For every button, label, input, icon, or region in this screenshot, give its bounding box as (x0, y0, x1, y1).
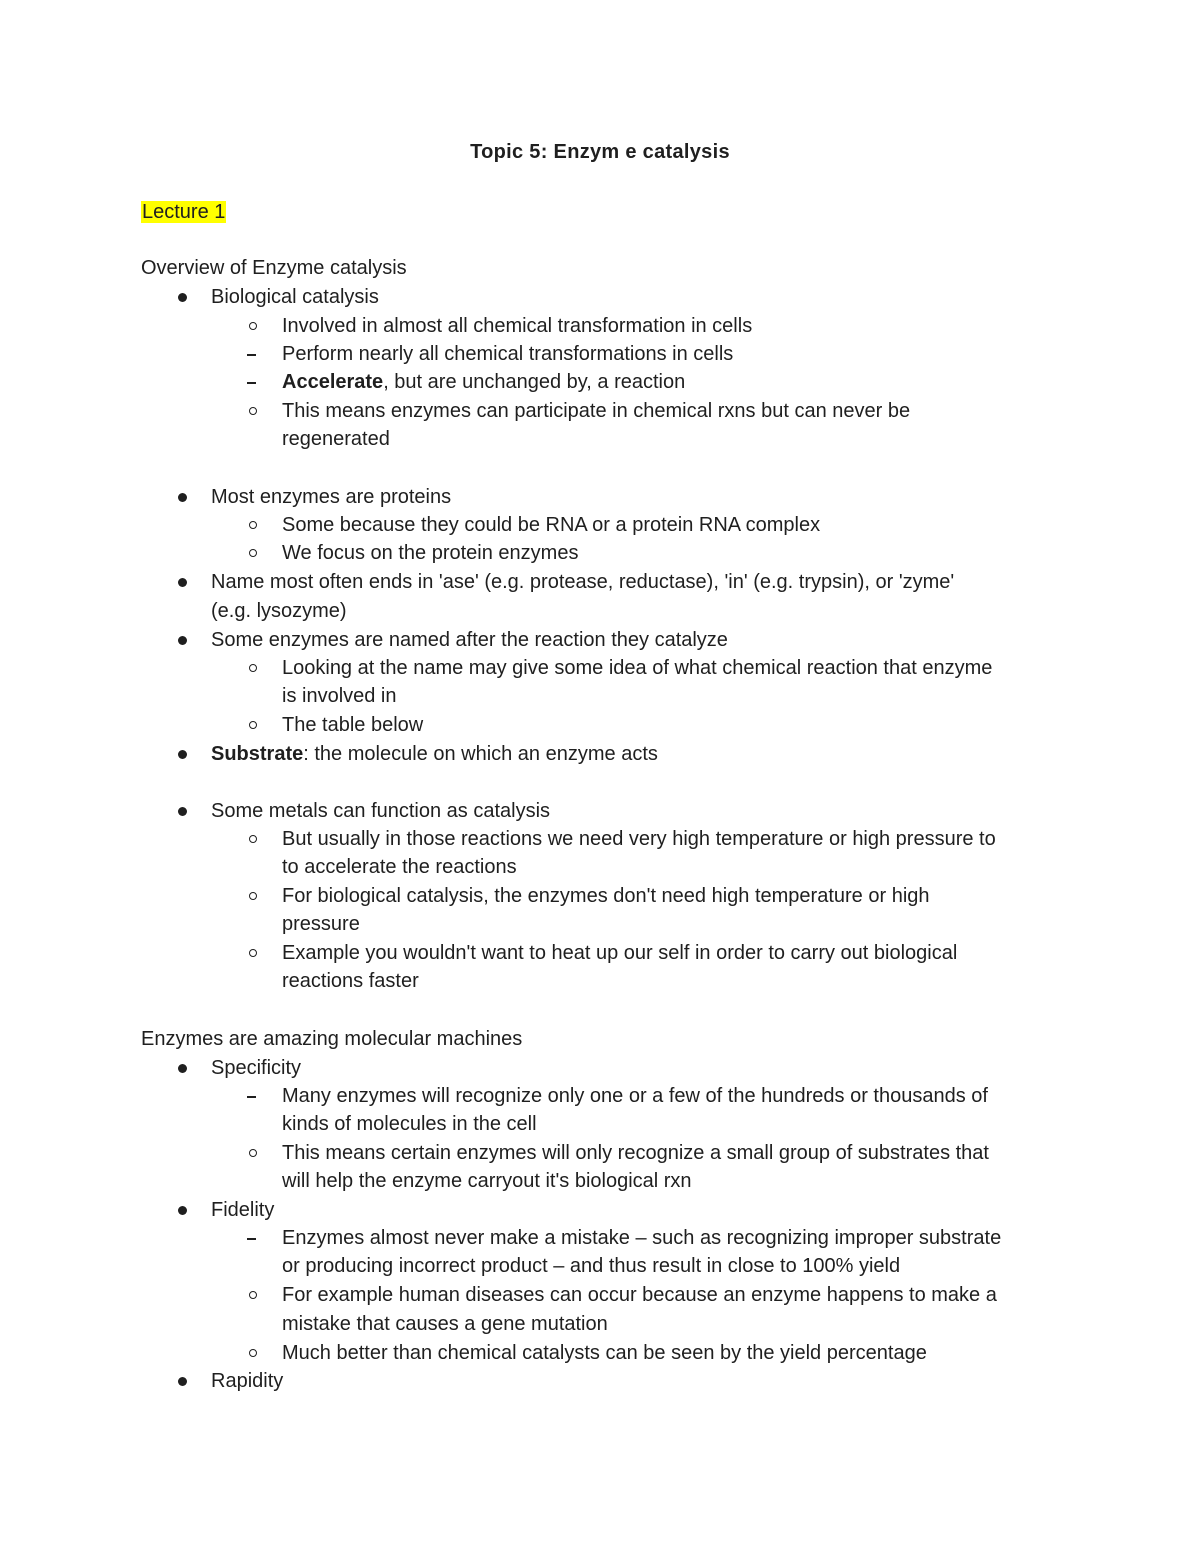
bullet-circle-icon (249, 949, 257, 957)
bullet-circle-icon (249, 892, 257, 900)
list-item: This means certain enzymes will only recognize a small group of substrates that (282, 1142, 989, 1164)
bullet-circle-icon (249, 1349, 257, 1357)
list-item: Involved in almost all chemical transformation in cells (282, 315, 753, 337)
bullet-dot-icon (178, 578, 187, 587)
list-item-continuation: pressure (282, 913, 360, 935)
list-item-continuation: mistake that causes a gene mutation (282, 1313, 608, 1335)
list-item-text: , but are unchanged by, a reaction (383, 371, 686, 393)
list-item-continuation: regenerated (282, 428, 390, 450)
list-item-continuation: will help the enzyme carryout it's biological rxn (282, 1170, 692, 1192)
bullet-dash-icon (247, 382, 256, 384)
list-item: Name most often ends in 'ase' (e.g. protease, reductase), 'in' (e.g. trypsin), or 'zyme' (211, 571, 955, 593)
bullet-circle-icon (249, 835, 257, 843)
list-item-continuation: or producing incorrect product – and thus result in close to 100% yield (282, 1255, 901, 1277)
list-item: The table below (282, 714, 424, 736)
bullet-circle-icon (249, 407, 257, 415)
list-item (282, 368, 685, 396)
list-item: Most enzymes are proteins (211, 486, 452, 508)
list-item-text: : the molecule on which an enzyme acts (303, 743, 658, 765)
list-item-continuation: kinds of molecules in the cell (282, 1113, 537, 1135)
bullet-circle-icon (249, 549, 257, 557)
section-heading-molecular-machines: Enzymes are amazing molecular machines (141, 1028, 523, 1050)
list-item: Enzymes almost never make a mistake – such as recognizing improper substrate (282, 1227, 1002, 1249)
bullet-circle-icon (249, 521, 257, 529)
term-accelerate: Accelerate (282, 371, 384, 393)
bullet-dash-icon (247, 1096, 256, 1098)
bullet-dot-icon (178, 1064, 187, 1073)
list-item: For example human diseases can occur because an enzyme happens to make a (282, 1284, 997, 1306)
bullet-circle-icon (249, 1291, 257, 1299)
lecture-label: Lecture 1 (142, 201, 226, 223)
list-item: Looking at the name may give some idea of what chemical reaction that enzyme (282, 657, 993, 679)
section-heading-overview: Overview of Enzyme catalysis (141, 257, 407, 279)
list-item: For biological catalysis, the enzymes don't need high temperature or high (282, 885, 930, 907)
bullet-dash-icon (247, 1238, 256, 1240)
bullet-dot-icon (178, 293, 187, 302)
list-item (211, 740, 658, 768)
list-item: This means enzymes can participate in chemical rxns but can never be (282, 400, 911, 422)
list-item: Many enzymes will recognize only one or a few of the hundreds or thousands of (282, 1085, 988, 1107)
term-substrate: Substrate (211, 743, 304, 765)
bullet-dot-icon (178, 807, 187, 816)
bullet-dot-icon (178, 750, 187, 759)
list-item: Rapidity (211, 1370, 284, 1392)
bullet-dot-icon (178, 636, 187, 645)
bullet-dot-icon (178, 1377, 187, 1386)
list-item: Much better than chemical catalysts can be seen by the yield percentage (282, 1342, 927, 1364)
bullet-circle-icon (249, 664, 257, 672)
list-item: Some because they could be RNA or a protein RNA complex (282, 514, 821, 536)
list-item: Some metals can function as catalysis (211, 800, 551, 822)
lecture-heading (141, 198, 226, 226)
list-item-continuation: (e.g. lysozyme) (211, 600, 347, 622)
list-item: Example you wouldn't want to heat up our self in order to carry out biological (282, 942, 958, 964)
list-item: Biological catalysis (211, 286, 379, 308)
bullet-circle-icon (249, 322, 257, 330)
bullet-dash-icon (247, 354, 256, 356)
bullet-dot-icon (178, 1206, 187, 1215)
list-item: Some enzymes are named after the reaction they catalyze (211, 629, 728, 651)
list-item-continuation: reactions faster (282, 970, 419, 992)
list-item: Fidelity (211, 1199, 275, 1221)
list-item: Specificity (211, 1057, 302, 1079)
list-item: Perform nearly all chemical transformations in cells (282, 343, 734, 365)
document-title: Topic 5: Enzym e catalysis (470, 141, 730, 163)
list-item: We focus on the protein enzymes (282, 542, 579, 564)
bullet-circle-icon (249, 1149, 257, 1157)
list-item: But usually in those reactions we need very high temperature or high pressure to (282, 828, 996, 850)
bullet-dot-icon (178, 493, 187, 502)
list-item-continuation: is involved in (282, 685, 397, 707)
bullet-circle-icon (249, 721, 257, 729)
list-item-continuation: to accelerate the reactions (282, 856, 517, 878)
